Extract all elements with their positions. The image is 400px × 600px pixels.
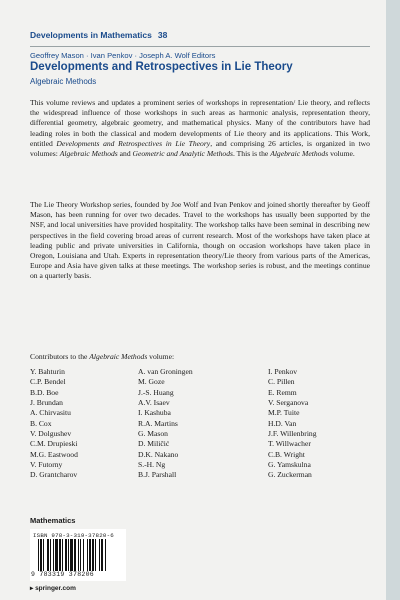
subject-label: Mathematics [30, 516, 76, 525]
barcode-bar [50, 539, 51, 571]
barcode-bar [80, 539, 81, 571]
contributor-name: J.F. Willenbring [268, 429, 317, 439]
contributor-name: D. Grantcharov [30, 470, 78, 480]
barcode-bar [99, 539, 100, 571]
contributor-name: M.G. Eastwood [30, 449, 78, 459]
p1-text-c: and [117, 149, 133, 159]
spine-strip [386, 0, 400, 600]
barcode-bar [87, 539, 88, 571]
contributor-name: G. Mason [138, 429, 168, 439]
barcode-box [30, 529, 126, 581]
contributor-name: R.A. Martins [138, 418, 178, 428]
contributor-name: A. Chirvasitu [30, 408, 71, 418]
p1-text-a: This volume reviews and updates a prominent series of workshops in representation/ Lie theory, and reflects the widespread influence of those workshops in such areas as harmonic analysis, representation theory, differential geometry, algebraic geometry, and mathematical physics. Many of the contributors have had leading roles in both the classical and modern developments of Lie theory and its applications. This Work, entitled [30, 98, 370, 148]
publisher-link[interactable]: ▸ springer.com [30, 585, 76, 592]
barcode-icon [38, 539, 120, 571]
blurb-paragraph-1 [30, 98, 370, 159]
contributor-name: A.V. Isaev [138, 398, 170, 408]
contributor-name: C.P. Bendel [30, 377, 66, 387]
series-line [30, 30, 167, 40]
barcode-bar [43, 539, 44, 571]
contributors-column-2 [138, 367, 193, 481]
contributors-column-1 [30, 367, 78, 481]
contributor-name: G. Zuckerman [268, 470, 312, 480]
barcode-bar [53, 539, 54, 571]
barcode-bar [40, 539, 42, 571]
series-name: Developments in Mathematics [30, 30, 152, 40]
barcode-bar [74, 539, 76, 571]
barcode-digits: 9 783319 378206 [31, 571, 95, 578]
contributor-name: V. Futorny [30, 460, 63, 470]
barcode-bar [70, 539, 73, 571]
contributor-name: T. Willwacher [268, 439, 311, 449]
contributor-name: G. Yamskulna [268, 460, 311, 470]
p1-text-d: . This is the [232, 149, 271, 159]
barcode-bar [55, 539, 58, 571]
header-rule [30, 46, 370, 47]
barcode-bar [95, 539, 96, 571]
contributor-name: B. Cox [30, 418, 52, 428]
barcode-bar [68, 539, 69, 571]
contrib-prefix: Contributors to the [30, 352, 90, 361]
contributor-name: V. Dolgushev [30, 429, 72, 439]
contributor-name: C.M. Drupieski [30, 439, 78, 449]
barcode-bar [89, 539, 91, 571]
barcode-bar [62, 539, 63, 571]
book-title: Developments and Retrospectives in Lie Theory [30, 61, 293, 73]
barcode-bar [47, 539, 49, 571]
contributor-name: H.D. Van [268, 418, 297, 428]
p1-italic-4: Algebraic Methods [270, 149, 329, 159]
barcode-bar [38, 539, 39, 571]
contributor-name: M.P. Tuite [268, 408, 300, 418]
barcode-bar [78, 539, 79, 571]
contributor-name: M. Goze [138, 377, 165, 387]
blurb-paragraph-2: The Lie Theory Workshop series, founded by Joe Wolf and Ivan Penkov and joined shortly thereafter by Geoff Mason, has been running for over two decades. Travel to the workshops has usually been supported by the NSF, and local universities have provided hospitality. The workshop talks have been seminal in describing new perspectives in the field covering broad areas of current research. Most of the workshops have taken place at leading public and private universities in California, though on occasion workshops have taken place in Oregon, Louisiana and Utah. Experts in representation theory/Lie theory from various parts of the Americas, Europe and Asia have given talks at these meetings. The workshop series is robust, and the meetings continue on a quarterly basis. [30, 200, 370, 281]
barcode-bar [105, 539, 106, 571]
contributor-name: B.D. Boe [30, 387, 59, 397]
p1-text-b: , and comprising 26 articles, is organized in two volumes: [30, 138, 370, 159]
contributor-name: B.J. Parshall [138, 470, 177, 480]
isbn-text: ISBN 978-3-319-37820-6 [33, 532, 114, 539]
series-volume: 38 [157, 30, 168, 40]
contributor-name: S.-H. Ng [138, 460, 166, 470]
contributor-name: I. Penkov [268, 367, 298, 376]
p1-text-e: volume. [328, 149, 355, 159]
barcode-bar [65, 539, 67, 571]
contributor-name: I. Kashuba [138, 408, 171, 418]
contrib-suffix: volume: [147, 352, 175, 361]
contributor-name: C. Pillen [268, 377, 295, 387]
contributor-name: A. van Groningen [138, 367, 193, 376]
contributor-name: D.K. Nakano [138, 449, 179, 459]
barcode-bar [83, 539, 84, 571]
contributors-column-3 [268, 367, 317, 481]
contributor-name: C.B. Wright [268, 449, 305, 459]
barcode-bar [59, 539, 61, 571]
contributors-intro [30, 352, 174, 361]
editors: Geoffrey Mason · Ivan Penkov · Joseph A. Wolf Editors [30, 51, 216, 60]
contributor-name: E. Remm [268, 387, 297, 397]
contributor-name: J. Brundan [30, 398, 63, 408]
p1-italic-2: Algebraic Methods [59, 149, 118, 159]
p1-italic-1: Developments and Retrospectives in Lie Theory [56, 138, 211, 148]
contributor-name: J.-S. Huang [138, 387, 174, 397]
book-subtitle: Algebraic Methods [30, 77, 97, 86]
barcode-bar [101, 539, 103, 571]
contributor-name: D. Miličić [138, 439, 170, 449]
contrib-italic: Algebraic Methods [89, 352, 148, 361]
contributor-name: Y. Bahturin [30, 367, 65, 376]
barcode-bar [92, 539, 94, 571]
p1-italic-3: Geometric and Analytic Methods [132, 149, 233, 159]
contributor-name: V. Serganova [268, 398, 309, 408]
